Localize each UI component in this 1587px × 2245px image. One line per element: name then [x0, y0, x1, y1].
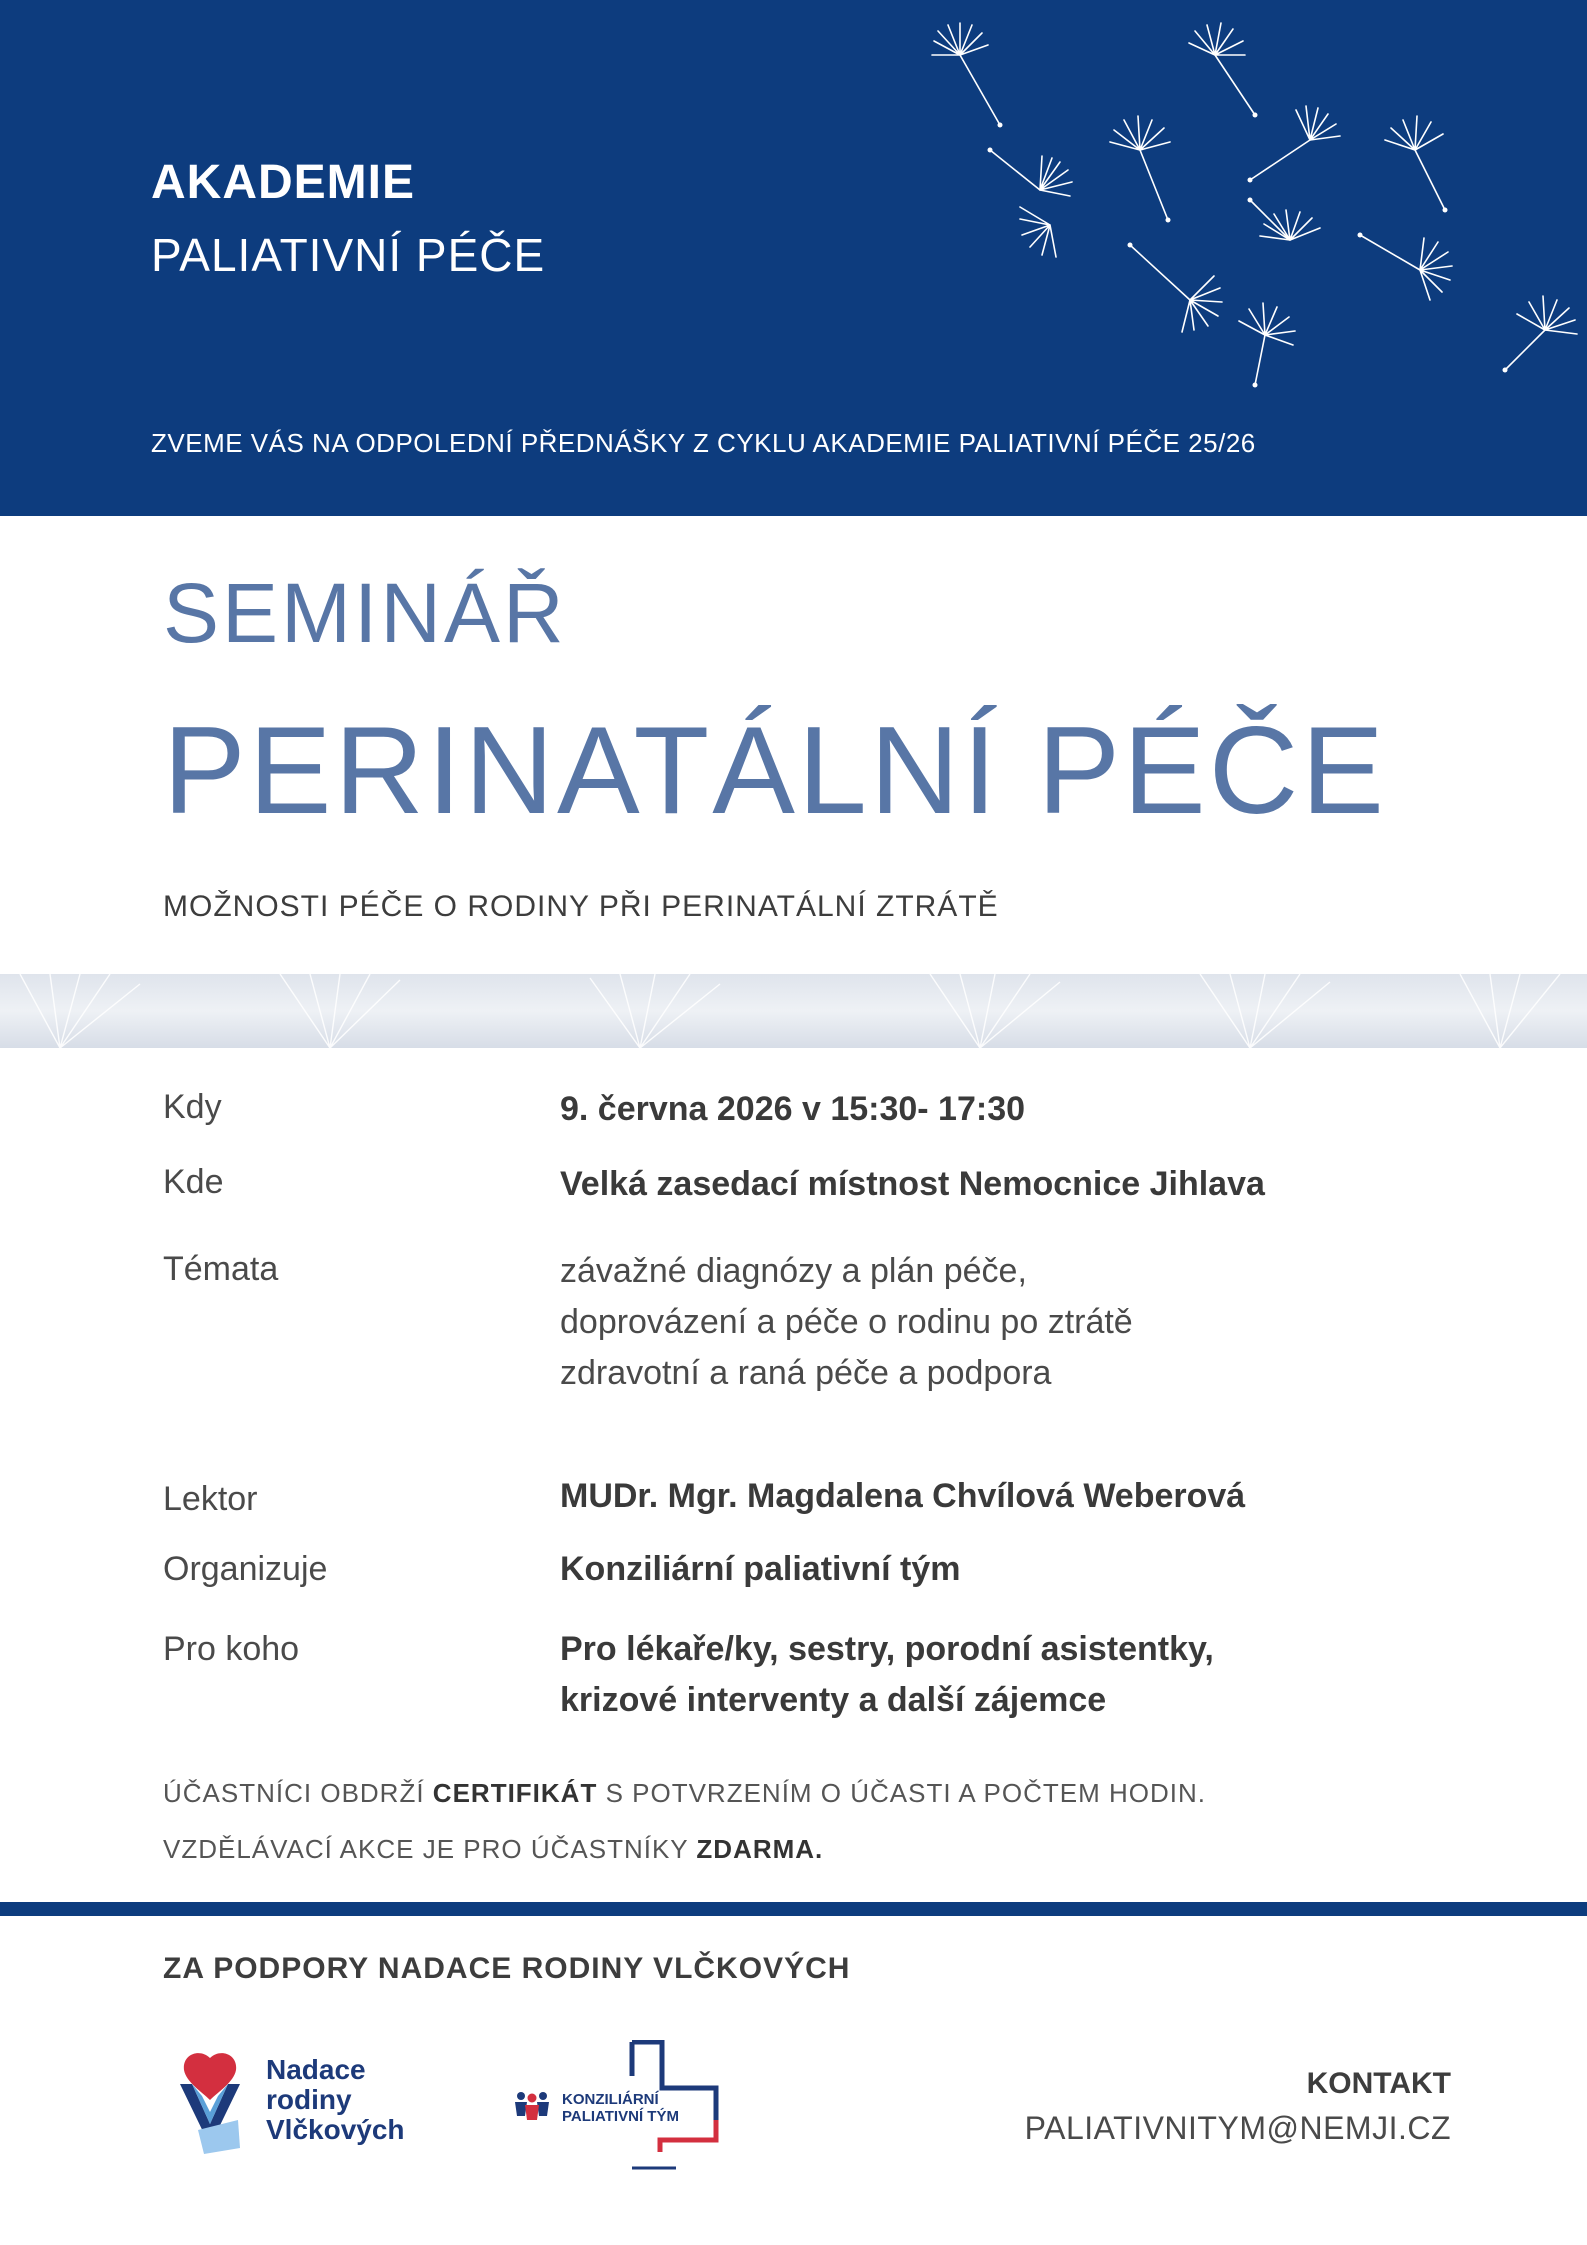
audience-label: Pro koho — [163, 1630, 300, 1668]
invite-text: ZVEME VÁS NA ODPOLEDNÍ PŘEDNÁŠKY Z CYKLU AKADEMIE PALIATIVNÍ PÉČE 25/26 — [151, 428, 1256, 458]
topic-item: závažné diagnózy a plán péče, — [560, 1252, 1027, 1290]
nadace-line: Vlčkových — [266, 2114, 405, 2145]
academy-title: AKADEMIE — [151, 156, 416, 209]
audience-line: krizové interventy a další zájemce — [560, 1681, 1107, 1719]
dandelion-seeds-icon — [860, 0, 1587, 420]
audience-line: Pro lékaře/ky, sestry, porodní asistentky, — [560, 1630, 1214, 1668]
dandelion-band-image — [0, 974, 1587, 1048]
organizer-label: Organizuje — [163, 1550, 328, 1588]
free-note-pre: VZDĚLÁVACÍ AKCE JE PRO ÚČASTNÍKY — [163, 1834, 697, 1864]
certificate-note-pre: ÚČASTNÍCI OBDRŽÍ — [163, 1778, 433, 1808]
topics-list — [560, 1246, 1133, 1399]
header-banner — [0, 0, 1587, 516]
lecturer-value: MUDr. Mgr. Magdalena Chvílová Weberová — [560, 1477, 1246, 1515]
footer-divider — [0, 1902, 1587, 1916]
kpt-line: KONZILIÁRNÍ — [562, 2091, 659, 2108]
free-note — [163, 1834, 823, 1865]
where-value: Velká zasedací místnost Nemocnice Jihlava — [560, 1165, 1265, 1203]
organizer-value: Konziliární paliativní tým — [560, 1550, 961, 1588]
audience-value — [560, 1624, 1214, 1726]
topic-item: zdravotní a raná péče a podpora — [560, 1354, 1052, 1392]
topics-label: Témata — [163, 1250, 279, 1288]
where-label: Kde — [163, 1163, 224, 1201]
nadace-line: Nadace — [266, 2054, 366, 2085]
when-value: 9. června 2026 v 15:30- 17:30 — [560, 1090, 1026, 1128]
contact-label: KONTAKT — [1306, 2067, 1451, 2100]
lecturer-label: Lektor — [163, 1480, 258, 1518]
contact-email-link[interactable]: PALIATIVNITYM@NEMJI.CZ — [1024, 2110, 1451, 2146]
seminar-label: SEMINÁŘ — [163, 566, 567, 660]
certificate-note — [163, 1778, 1206, 1809]
kpt-line: PALIATIVNÍ TÝM — [562, 2108, 679, 2125]
certificate-note-post: S POTVRZENÍM O ÚČASTI A POČTEM HODIN. — [597, 1778, 1206, 1808]
academy-subtitle: PALIATIVNÍ PÉČE — [151, 229, 546, 281]
free-note-bold: ZDARMA. — [696, 1834, 824, 1864]
kpt-logo-text — [562, 2091, 679, 2125]
when-label: Kdy — [163, 1088, 222, 1126]
nadace-logo-text — [266, 2055, 405, 2145]
topic-item: doprovázení a péče o rodinu po ztrátě — [560, 1303, 1133, 1341]
nadace-line: rodiny — [266, 2084, 352, 2115]
seminar-title: PERINATÁLNÍ PÉČE — [163, 702, 1388, 840]
certificate-note-bold: CERTIFIKÁT — [432, 1778, 598, 1808]
seminar-subtitle: MOŽNOSTI PÉČE O RODINY PŘI PERINATÁLNÍ ZTRÁTĚ — [163, 890, 999, 923]
support-text: ZA PODPORY NADACE RODINY VLČKOVÝCH — [163, 1952, 851, 1985]
